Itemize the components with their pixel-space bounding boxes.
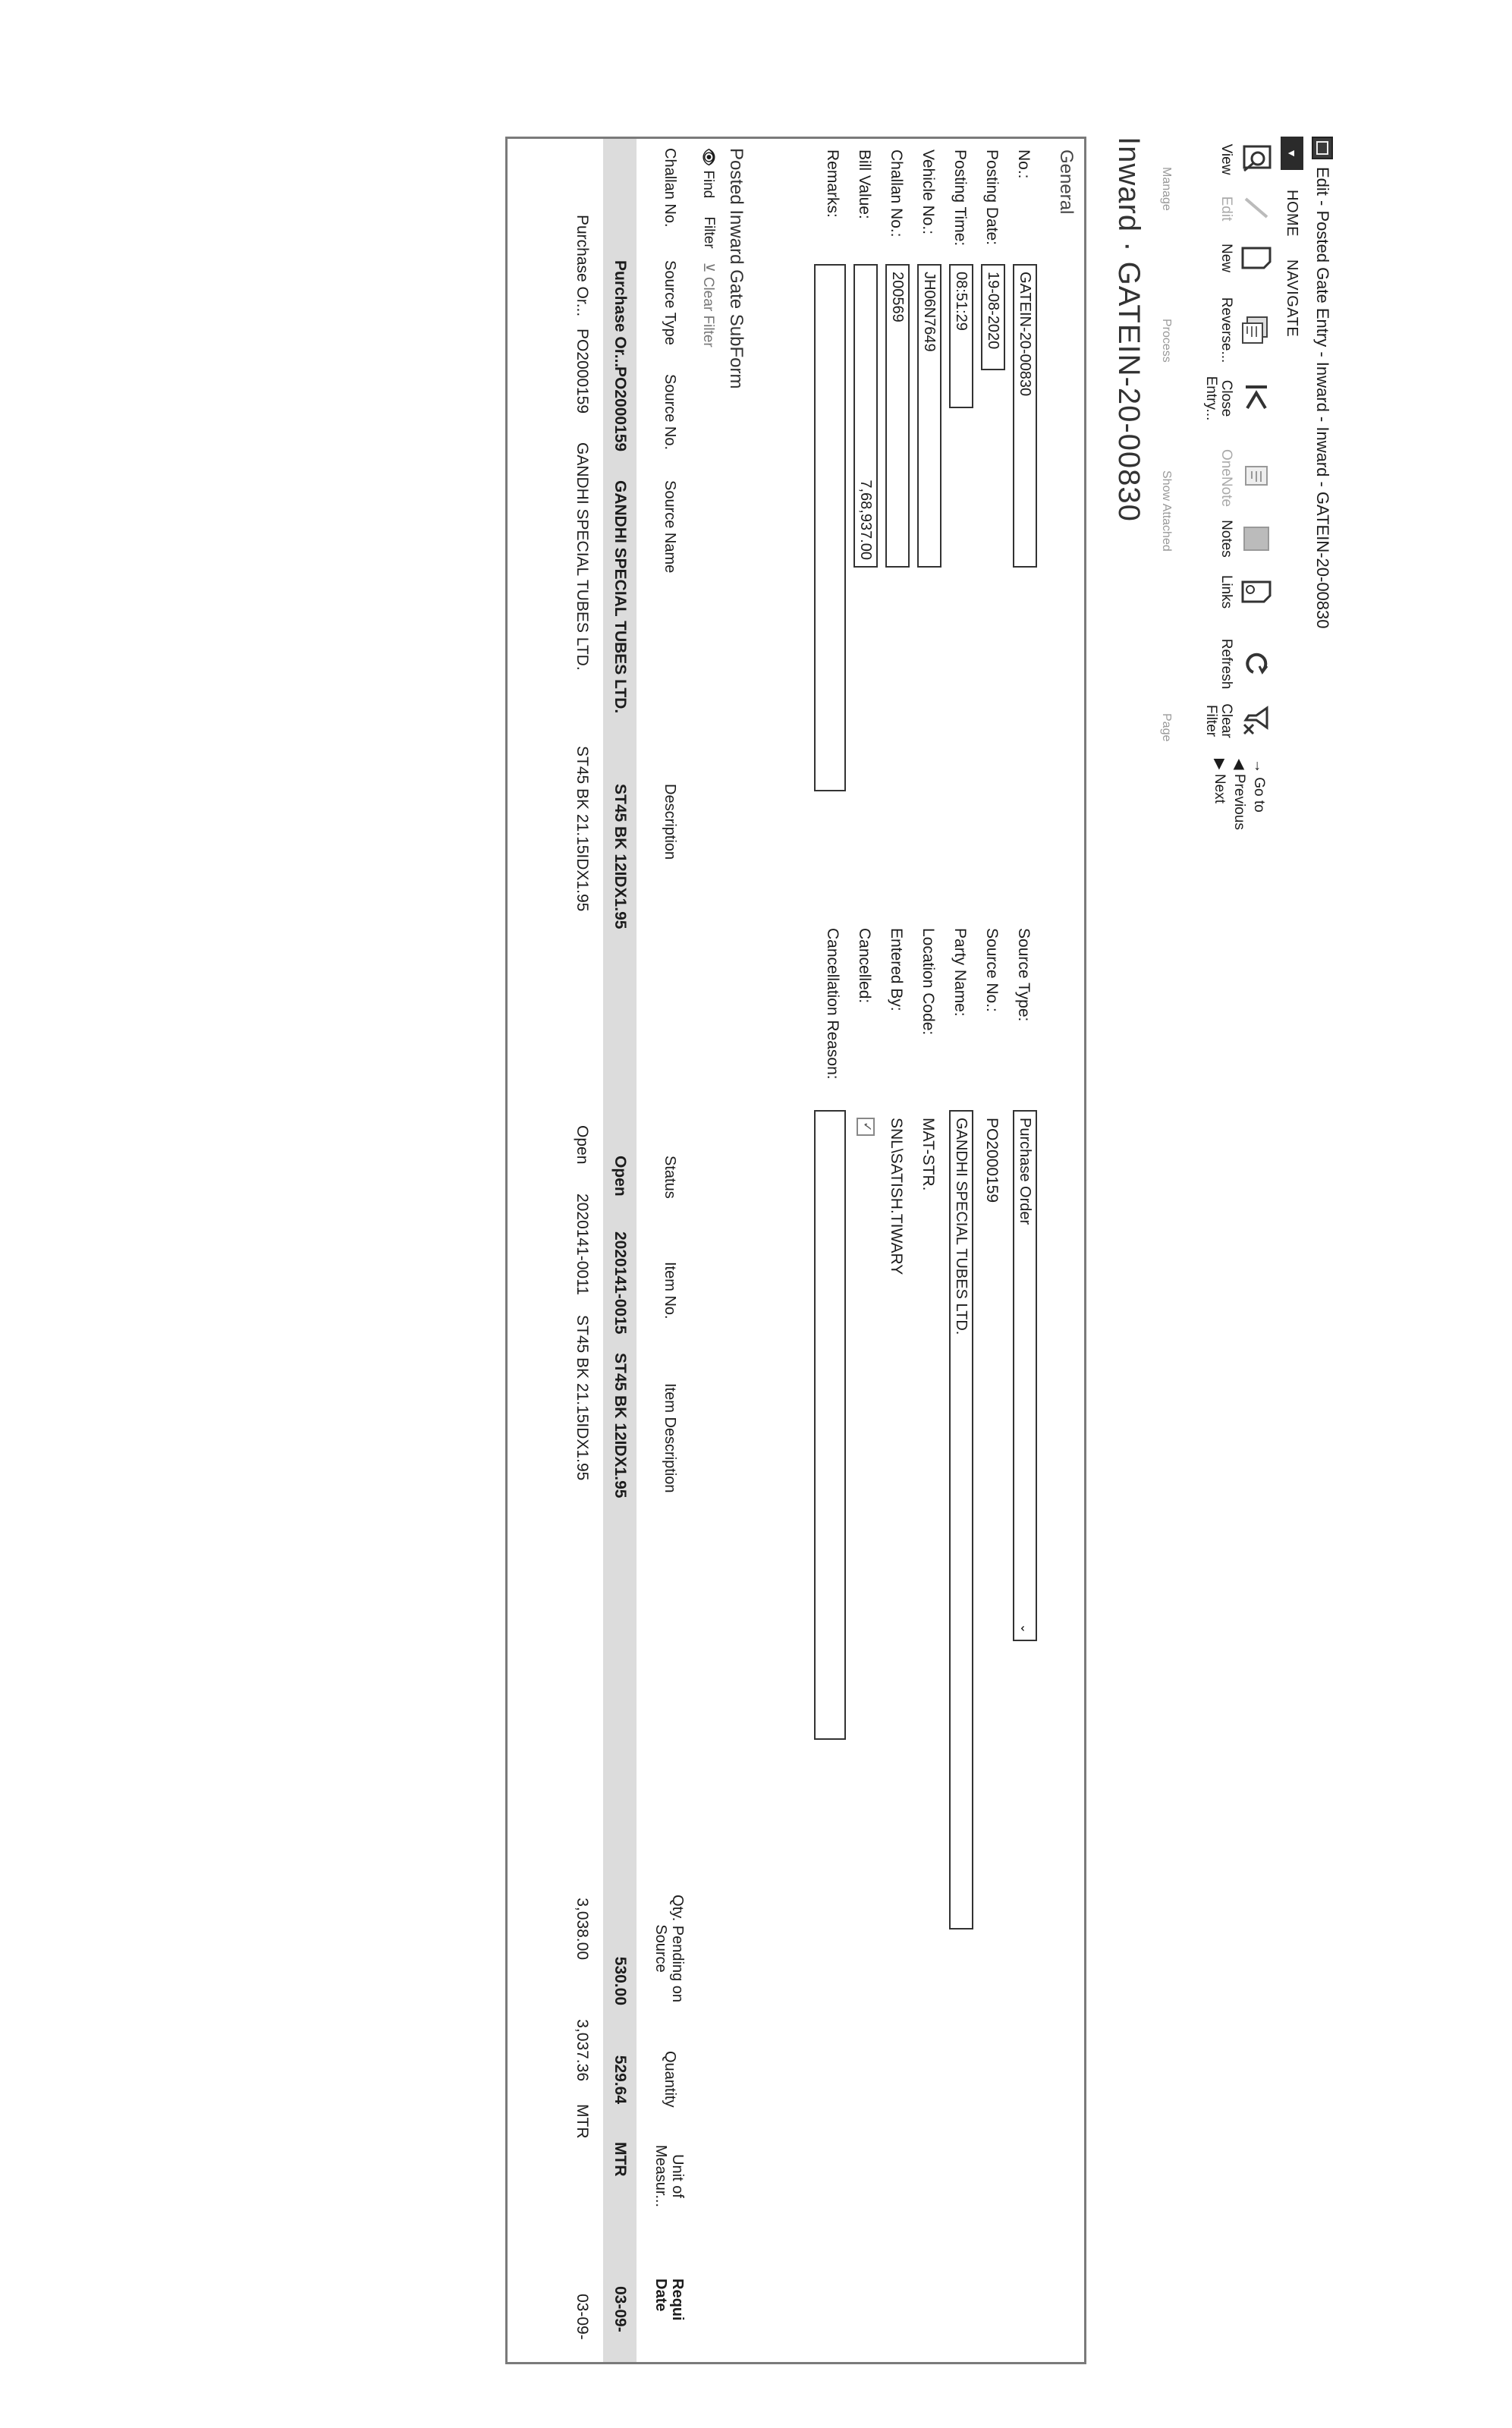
entered-by-value: SNL\SATISH.TIWARY xyxy=(888,1118,905,1275)
next-link[interactable]: ▶ Next xyxy=(1212,759,1228,804)
view-button[interactable] xyxy=(1218,137,1272,182)
new-label: New xyxy=(1218,243,1234,272)
reverse-label: Reverse... xyxy=(1218,297,1234,363)
cancelled-checkbox[interactable] xyxy=(857,1118,875,1136)
location-code-label: Location Code: xyxy=(919,928,937,1036)
close-entry-button[interactable] xyxy=(1203,372,1272,425)
cell-quantity: 529.64 xyxy=(611,2055,629,2104)
bill-value-label: Bill Value: xyxy=(856,149,873,219)
general-fasttab xyxy=(505,137,1086,2364)
tab-home[interactable]: HOME xyxy=(1284,190,1301,237)
remarks-label: Remarks: xyxy=(824,149,841,218)
cell-qty-pending: 530.00 xyxy=(611,1956,629,2005)
notes-button[interactable] xyxy=(1218,516,1272,561)
posting-date-field[interactable]: 19-08-2020 xyxy=(981,264,1005,370)
window-titlebar xyxy=(1309,137,1335,1199)
ribbon-group-manage: Manage xyxy=(1160,167,1173,211)
edit-label: Edit xyxy=(1218,196,1234,222)
cell-item-description: ST45 BK 21.15IDX1.95 xyxy=(574,1315,591,1481)
onenote-icon xyxy=(1241,462,1272,494)
posting-date-label: Posting Date: xyxy=(983,149,1001,246)
general-section-title: General xyxy=(1056,149,1077,215)
previous-label: Previous xyxy=(1231,773,1247,830)
onenote-button[interactable] xyxy=(1218,448,1272,508)
subform-toolbar xyxy=(699,148,718,348)
cell-source-name: GANDHI SPECIAL TUBES LTD. xyxy=(574,442,591,671)
find-label: Find xyxy=(700,170,716,199)
entered-by-label: Entered By: xyxy=(888,928,905,1011)
cell-description: ST45 BK 21.15IDX1.95 xyxy=(574,746,591,912)
cancelled-label: Cancelled: xyxy=(856,928,873,1004)
col-item-description[interactable]: Item Description xyxy=(662,1383,678,1493)
reverse-icon xyxy=(1241,314,1272,346)
cell-status: Open xyxy=(611,1156,629,1197)
ribbon-group-page: Page xyxy=(1160,713,1173,742)
refresh-button[interactable] xyxy=(1218,637,1272,690)
col-source-name[interactable]: Source Name xyxy=(662,480,678,574)
links-label: Links xyxy=(1218,574,1234,609)
vehicle-no-label: Vehicle No.: xyxy=(919,149,937,235)
cell-qty-pending: 3,038.00 xyxy=(574,1898,591,1960)
cell-source-type: Purchase Or... xyxy=(574,215,591,317)
reverse-button[interactable] xyxy=(1218,296,1272,364)
posting-time-label: Posting Time: xyxy=(951,149,969,247)
close-entry-label: Close Entry... xyxy=(1203,376,1234,421)
close-entry-icon xyxy=(1241,382,1272,414)
page-title: Inward · GATEIN-20-00830 xyxy=(1112,137,1146,522)
ribbon-group-process: Process xyxy=(1160,319,1173,363)
table-row[interactable] xyxy=(603,139,637,2362)
col-challan-no[interactable]: Challan No. xyxy=(662,148,678,228)
clear-filter-button[interactable] xyxy=(1203,698,1272,744)
checkmark-icon: ✓ xyxy=(857,1118,875,1136)
rotated-page xyxy=(486,137,1335,2360)
pencil-icon xyxy=(1241,193,1272,225)
col-source-type[interactable]: Source Type xyxy=(662,260,678,345)
cell-source-type: Purchase Or... xyxy=(611,260,629,368)
subform-title: Posted Inward Gate SubForm xyxy=(726,148,747,389)
cell-source-name: GANDHI SPECIAL TUBES LTD. xyxy=(611,480,629,714)
view-icon xyxy=(1241,143,1272,175)
tab-navigate[interactable]: NAVIGATE xyxy=(1284,259,1301,338)
location-code-value: MAT-STR. xyxy=(919,1118,937,1191)
ribbon-group-show-attached: Show Attached xyxy=(1160,470,1173,552)
bill-value-field[interactable]: 7,68,937.00 xyxy=(853,264,878,568)
challan-no-field[interactable]: 200569 xyxy=(885,264,910,568)
window-title: Edit - Posted Gate Entry - Inward - Inward - GATEIN-20-00830 xyxy=(1313,167,1332,629)
cancellation-reason-field[interactable] xyxy=(814,1110,846,1740)
clear-filter-subform-button[interactable] xyxy=(700,263,718,348)
go-to-label: Go to xyxy=(1251,777,1267,813)
col-source-no[interactable]: Source No. xyxy=(662,374,678,451)
previous-link[interactable]: ◀ Previous xyxy=(1231,759,1247,830)
source-type-value: Purchase Order xyxy=(1017,1118,1034,1225)
onenote-label: OneNote xyxy=(1218,448,1234,508)
cell-req-date: 03-09- xyxy=(611,2286,629,2332)
go-to-link[interactable]: → Go to xyxy=(1251,759,1267,813)
source-type-select[interactable] xyxy=(1013,1110,1037,1641)
party-name-label: Party Name: xyxy=(951,928,969,1017)
cell-status: Open xyxy=(574,1125,591,1165)
remarks-field[interactable] xyxy=(814,264,846,791)
page-nav-group xyxy=(1209,759,1268,830)
subform-grid-header xyxy=(640,139,686,2362)
refresh-label: Refresh xyxy=(1218,638,1234,690)
no-label: No.: xyxy=(1015,149,1033,179)
clear-filter-icon xyxy=(1241,705,1272,737)
view-label: View xyxy=(1218,143,1234,175)
source-no-value: PO2000159 xyxy=(983,1118,1001,1203)
source-no-label: Source No.: xyxy=(983,928,1001,1012)
col-description[interactable]: Description xyxy=(662,784,678,860)
cell-req-date: 03-09- xyxy=(574,2294,591,2340)
cell-quantity: 3,037.36 xyxy=(574,2019,591,2081)
vehicle-no-field[interactable]: JH06N7649 xyxy=(917,264,941,568)
app-menu-button[interactable]: ▼ xyxy=(1281,137,1303,170)
filter-button[interactable]: Filter xyxy=(701,216,717,249)
find-button[interactable] xyxy=(699,148,718,198)
cell-source-no: PO2000159 xyxy=(574,329,591,414)
source-type-label: Source Type: xyxy=(1015,928,1033,1022)
col-status[interactable]: Status xyxy=(662,1156,678,1199)
cell-uom: MTR xyxy=(611,2142,629,2177)
cell-item-no: 2020141-0015 xyxy=(611,1231,629,1335)
links-button[interactable] xyxy=(1218,569,1272,615)
clear-filter-icon: ⊻ xyxy=(700,262,717,273)
notes-icon xyxy=(1241,523,1272,555)
chevron-down-icon: ⌄ xyxy=(1018,1623,1031,1634)
cancellation-reason-label: Cancellation Reason: xyxy=(824,928,841,1080)
ribbon-tabs xyxy=(1279,137,1305,360)
no-field[interactable]: GATEIN-20-00830 xyxy=(1013,264,1037,568)
ribbon xyxy=(1158,137,1272,1123)
cell-item-no: 2020141-0011 xyxy=(574,1194,591,1295)
posting-time-field[interactable]: 08:51:29 xyxy=(949,264,973,408)
col-item-no[interactable]: Item No. xyxy=(662,1262,678,1319)
cell-item-description: ST45 BK 12IDX1.95 xyxy=(611,1353,629,1499)
cell-uom: MTR xyxy=(574,2104,591,2139)
new-button[interactable] xyxy=(1218,235,1272,281)
col-quantity[interactable]: Quantity xyxy=(662,2051,678,2108)
party-name-field[interactable]: GANDHI SPECIAL TUBES LTD. xyxy=(949,1110,973,1930)
clear-filter-subform-label: Clear Filter xyxy=(700,276,717,348)
col-qty-pending[interactable]: Qty. Pending on Source xyxy=(652,1895,686,2002)
new-document-icon xyxy=(1241,242,1272,274)
binoculars-icon: 👁 xyxy=(700,148,716,167)
clear-filter-label: Clear Filter xyxy=(1203,703,1234,738)
cell-description: ST45 BK 12IDX1.95 xyxy=(611,784,629,929)
cell-source-no: PO2000159 xyxy=(611,366,629,452)
table-row[interactable] xyxy=(565,139,599,2362)
col-unit-of-measure[interactable]: Unit of Measur... xyxy=(652,2144,686,2208)
next-label: Next xyxy=(1212,773,1228,804)
challan-no-label: Challan No.: xyxy=(888,149,905,237)
edit-button[interactable] xyxy=(1218,190,1272,228)
links-icon xyxy=(1241,576,1272,608)
notes-label: Notes xyxy=(1218,520,1234,558)
col-required-date[interactable]: Requi Date xyxy=(652,2279,686,2321)
refresh-icon xyxy=(1241,648,1272,680)
app-icon xyxy=(1312,137,1333,159)
